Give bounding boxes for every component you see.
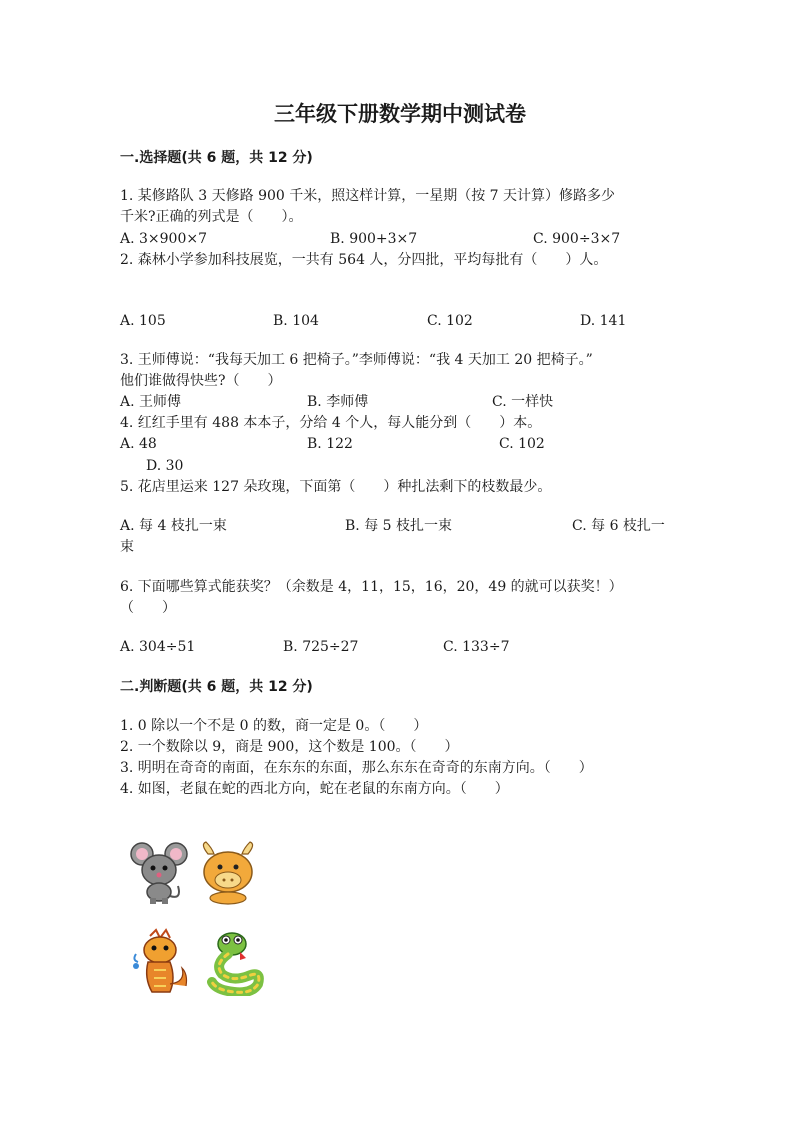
snake-illustration: [204, 928, 268, 996]
question-4-option-a[interactable]: A. 48: [120, 436, 157, 452]
question-4-option-b[interactable]: B. 122: [307, 436, 353, 452]
question-6-option-c[interactable]: C. 133÷7: [443, 639, 510, 655]
judgement-question-1: 1. 0 除以一个不是 0 的数，商一定是 0。（ ）: [120, 718, 428, 734]
question-3-option-a[interactable]: A. 王师傅: [120, 394, 182, 410]
question-6-text-cont: （ ）: [120, 600, 176, 616]
section-heading-judgement: 二.判断题(共 6 题，共 12 分): [120, 679, 313, 695]
question-5-text: 5. 花店里运来 127 朵玫瑰，下面第（ ）种扎法剩下的枝数最少。: [120, 479, 552, 495]
question-6-option-a[interactable]: A. 304÷51: [120, 639, 196, 655]
question-1-option-c[interactable]: C. 900÷3×7: [533, 231, 621, 247]
question-5-option-c[interactable]: C. 每 6 枝扎一: [572, 518, 665, 534]
question-1-option-b[interactable]: B. 900+3×7: [330, 231, 418, 247]
question-3-option-b[interactable]: B. 李师傅: [307, 394, 369, 410]
question-1-text-cont: 千米?正确的列式是（ ）。: [120, 209, 303, 225]
judgement-question-4: 4. 如图，老鼠在蛇的西北方向，蛇在老鼠的东南方向。（ ）: [120, 781, 509, 797]
question-3-text-cont: 他们谁做得快些?（ ）: [120, 373, 282, 389]
question-4-text: 4. 红红手里有 488 本本子，分给 4 个人，每人能分到（ ）本。: [120, 415, 542, 431]
question-2-option-b[interactable]: B. 104: [273, 313, 319, 329]
judgement-question-3: 3. 明明在奇奇的南面，在东东的东面，那么东东在奇奇的东南方向。（ ）: [120, 760, 593, 776]
question-2-option-a[interactable]: A. 105: [120, 313, 166, 329]
section-heading-choice: 一.选择题(共 6 题，共 12 分): [120, 150, 313, 166]
question-2-option-d[interactable]: D. 141: [580, 313, 627, 329]
question-4-option-d[interactable]: D. 30: [146, 458, 184, 474]
page-title: 三年级下册数学期中测试卷: [274, 102, 526, 126]
question-1-text: 1. 某修路队 3 天修路 900 千米，照这样计算，一星期（按 7 天计算）修路多少: [120, 188, 616, 204]
ox-illustration: [192, 840, 264, 906]
question-2-option-c[interactable]: C. 102: [427, 313, 473, 329]
judgement-question-2: 2. 一个数除以 9，商是 900，这个数是 100。（ ）: [120, 739, 459, 755]
question-5-option-c-cont: 束: [120, 539, 134, 555]
question-3-option-c[interactable]: C. 一样快: [492, 394, 554, 410]
question-4-option-c[interactable]: C. 102: [499, 436, 545, 452]
question-3-text: 3. 王师傅说：“我每天加工 6 把椅子。”李师傅说：“我 4 天加工 20 把椅子。”: [120, 352, 593, 368]
question-2-text: 2. 森林小学参加科技展览，一共有 564 人，分四批，平均每批有（ ）人。: [120, 252, 608, 268]
question-5-option-a[interactable]: A. 每 4 枝扎一束: [120, 518, 227, 534]
question-6-text: 6. 下面哪些算式能获奖？（余数是 4，11，15，16，20，49 的就可以获奖！）: [120, 579, 623, 595]
question-1-option-a[interactable]: A. 3×900×7: [120, 231, 208, 247]
question-6-option-b[interactable]: B. 725÷27: [283, 639, 359, 655]
question-5-option-b[interactable]: B. 每 5 枝扎一束: [345, 518, 452, 534]
mouse-illustration: [128, 838, 190, 906]
dragon-illustration: [130, 928, 192, 1000]
